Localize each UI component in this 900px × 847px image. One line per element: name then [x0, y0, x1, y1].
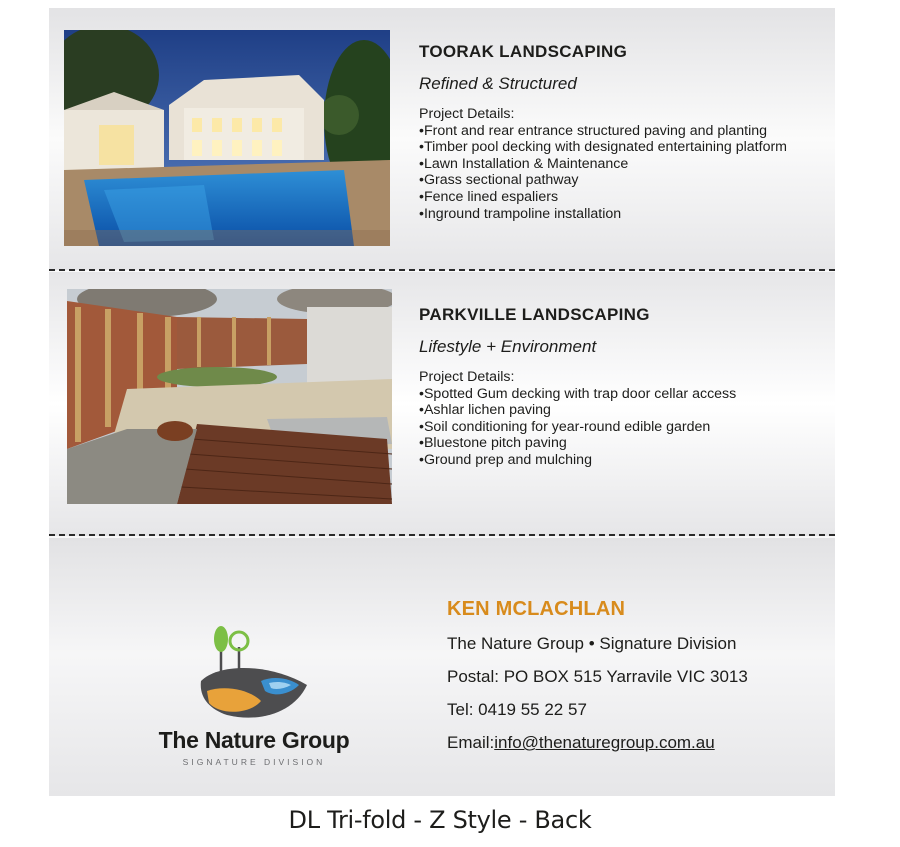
list-item: • Fence lined espaliers: [419, 189, 829, 206]
list-item: • Bluestone pitch paving: [419, 435, 829, 452]
project-title: PARKVILLE LANDSCAPING: [419, 305, 650, 324]
details-list: [419, 123, 829, 223]
list-item: • Lawn Installation & Maintenance: [419, 156, 829, 173]
fold-divider: [49, 269, 835, 271]
email-label: Email:: [447, 733, 495, 752]
project-details: [419, 106, 829, 222]
fold-divider: [49, 534, 835, 536]
project-tagline: Refined & Structured: [419, 74, 577, 93]
list-item: • Ground prep and mulching: [419, 452, 829, 469]
project-parkville: [419, 305, 829, 469]
contact-postal: Postal: PO BOX 515 Yarravile VIC 3013: [447, 667, 748, 686]
details-heading: Project Details:: [419, 106, 515, 122]
list-item: • Front and rear entrance structured paving and planting: [419, 123, 829, 140]
details-heading: Project Details:: [419, 369, 515, 385]
tree-landscape-icon: [199, 623, 309, 725]
list-item: • Grass sectional pathway: [419, 172, 829, 189]
layout-caption: DL Tri-fold - Z Style - Back: [288, 806, 592, 834]
project-tagline: Lifestyle + Environment: [419, 337, 597, 356]
parkville-garden-photo: [67, 289, 392, 504]
project-toorak: [419, 42, 829, 222]
nature-group-logo: [144, 623, 364, 773]
logo-brand-name: The Nature Group: [158, 727, 350, 753]
project-details: [419, 369, 829, 469]
contact-organisation: The Nature Group • Signature Division: [447, 634, 737, 653]
email-link[interactable]: info@thenaturegroup.com.au: [494, 733, 715, 752]
project-title: TOORAK LANDSCAPING: [419, 42, 628, 61]
contact-block: [447, 598, 847, 753]
list-item: • Ashlar lichen paving: [419, 402, 829, 419]
list-item: • Timber pool decking with designated entertaining platform: [419, 139, 829, 156]
list-item: • Soil conditioning for year-round edible garden: [419, 419, 829, 436]
contact-name: KEN MCLACHLAN: [447, 598, 626, 620]
list-item: • Inground trampoline installation: [419, 206, 829, 223]
contact-phone: Tel: 0419 55 22 57: [447, 700, 587, 719]
details-list: [419, 386, 829, 469]
toorak-pool-photo: [64, 30, 390, 246]
list-item: • Spotted Gum decking with trap door cellar access: [419, 386, 829, 403]
brochure-back-sheet: [49, 8, 835, 796]
logo-subtitle: SIGNATURE DIVISION: [182, 757, 326, 767]
contact-email-line: [447, 733, 847, 753]
